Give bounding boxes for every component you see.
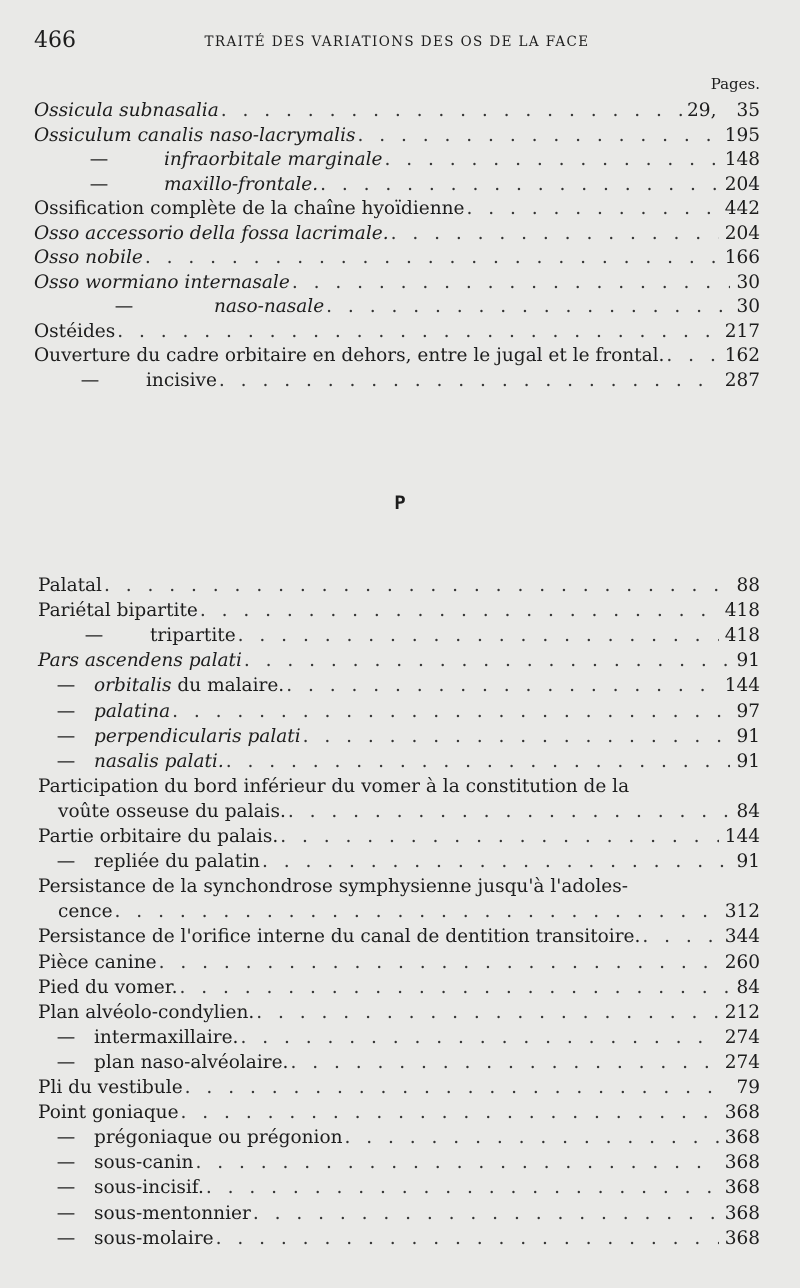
running-title: TRAITÉ DES VARIATIONS DES OS DE LA FACE bbox=[204, 34, 590, 50]
entry-label bbox=[38, 699, 170, 724]
entry-label bbox=[34, 368, 217, 393]
index-entry bbox=[38, 724, 760, 749]
entry-text: naso-nasale bbox=[214, 296, 325, 317]
index-entry bbox=[38, 1075, 760, 1100]
entry-text: Osso wormiano internasale bbox=[34, 271, 290, 293]
entry-text: Persistance de l'orifice interne du canal de dentition transitoire. bbox=[38, 926, 641, 948]
entry-text: sous-molaire bbox=[94, 1227, 214, 1249]
entry-label bbox=[34, 123, 355, 148]
leader-dots bbox=[290, 270, 731, 295]
index-entry bbox=[38, 1175, 760, 1200]
index-entry bbox=[38, 598, 760, 623]
entry-label bbox=[38, 824, 278, 849]
entry-page-number: 84 bbox=[736, 800, 760, 822]
leader-dots bbox=[217, 368, 719, 393]
entry-label bbox=[58, 899, 113, 924]
entry-text: Ossiculum canalis naso-lacrymalis bbox=[34, 124, 356, 146]
entry-label bbox=[38, 950, 157, 975]
index-entry bbox=[34, 147, 760, 172]
entry-text: Ouverture du cadre orbitaire en dehors, entre le jugal et le frontal. bbox=[34, 345, 665, 366]
entry-page-number: 35 bbox=[736, 100, 760, 121]
entry-label bbox=[38, 1175, 204, 1200]
entry-text: Osso nobile bbox=[34, 247, 143, 268]
entry-page-number: 30 bbox=[736, 296, 760, 317]
entry-label bbox=[38, 673, 284, 698]
index-entry bbox=[38, 1125, 760, 1150]
entry-page-number: 368 bbox=[724, 1227, 760, 1249]
entry-page-number: 418 bbox=[724, 600, 760, 622]
index-entry bbox=[38, 924, 760, 949]
entry-page-number: 217 bbox=[724, 320, 760, 342]
entry-label bbox=[34, 343, 664, 368]
entry-text: tripartite bbox=[150, 625, 236, 647]
index-entry bbox=[34, 172, 760, 197]
leader-dots bbox=[464, 196, 718, 221]
entry-label bbox=[58, 799, 286, 824]
index-entry bbox=[34, 98, 760, 123]
leader-dots bbox=[242, 648, 731, 673]
entry-page-number: 162 bbox=[724, 345, 760, 366]
entry-text: du malaire. bbox=[171, 675, 285, 697]
entry-label bbox=[38, 623, 236, 648]
entry-text: palatina bbox=[94, 700, 171, 722]
entry-text: Osso accessorio della fossa lacrimale. bbox=[34, 222, 389, 244]
ditto-dash: — bbox=[56, 1202, 76, 1224]
index-entry bbox=[38, 1050, 760, 1075]
index-entry bbox=[58, 799, 760, 824]
entry-page-number: 91 bbox=[736, 725, 760, 747]
entry-label bbox=[38, 1201, 251, 1226]
entry-label bbox=[38, 598, 198, 623]
leader-dots bbox=[219, 98, 687, 123]
index-entry bbox=[34, 368, 760, 393]
entry-page-number: 30 bbox=[736, 271, 760, 293]
entry-text: prégoniaque ou prégonion bbox=[94, 1127, 343, 1149]
entry-label bbox=[38, 849, 260, 874]
entry-page-number: 312 bbox=[724, 901, 760, 923]
leader-dots bbox=[664, 343, 718, 368]
index-entry bbox=[58, 899, 760, 924]
leader-dots bbox=[284, 673, 719, 698]
entry-text: perpendicularis palati bbox=[94, 725, 301, 747]
entry-label bbox=[38, 1125, 343, 1150]
entry-page-number: 144 bbox=[724, 675, 760, 697]
entry-label bbox=[38, 1025, 238, 1050]
ditto-dash: — bbox=[56, 675, 76, 697]
ditto-dash: — bbox=[56, 750, 76, 772]
entry-page-number: 442 bbox=[724, 198, 760, 219]
leader-dots bbox=[224, 749, 731, 774]
entry-label bbox=[38, 724, 301, 749]
ditto-dash: — bbox=[89, 149, 109, 170]
entry-page-number: 287 bbox=[724, 369, 760, 391]
entry-page-number: 79 bbox=[736, 1077, 760, 1098]
entry-extra-page: 29, bbox=[687, 100, 717, 121]
index-entry bbox=[34, 123, 760, 148]
index-entry bbox=[38, 1226, 760, 1251]
entry-page-number: 166 bbox=[724, 247, 760, 268]
ditto-dash: — bbox=[84, 625, 104, 647]
index-entry bbox=[38, 1100, 760, 1125]
index-entry bbox=[34, 294, 760, 319]
entry-text: cence bbox=[58, 901, 113, 923]
leader-dots bbox=[389, 221, 719, 246]
leader-dots bbox=[288, 1050, 718, 1075]
entry-page-number: 91 bbox=[736, 650, 760, 672]
entry-page-number: 274 bbox=[724, 1026, 760, 1048]
index-entry bbox=[38, 874, 760, 899]
entry-label bbox=[34, 98, 219, 123]
entry-page-number: 274 bbox=[724, 1051, 760, 1073]
index-entry bbox=[34, 196, 760, 221]
index-entry bbox=[38, 849, 760, 874]
entry-text: Plan alvéolo-condylien. bbox=[38, 1001, 255, 1023]
entry-text: Partie orbitaire du palais. bbox=[38, 826, 279, 847]
entry-label bbox=[38, 874, 628, 899]
entry-text: Pli du vestibule bbox=[38, 1077, 183, 1098]
ditto-dash: — bbox=[56, 1026, 76, 1048]
entry-text: repliée du palatin bbox=[94, 851, 260, 873]
index-entry bbox=[38, 1000, 760, 1025]
entry-text: sous-mentonnier bbox=[94, 1202, 251, 1224]
entry-page-number: 97 bbox=[736, 700, 760, 722]
ditto-dash: — bbox=[56, 1177, 76, 1199]
index-entry bbox=[34, 270, 760, 295]
entry-page-number: 91 bbox=[736, 750, 760, 772]
ditto-dash: — bbox=[56, 700, 76, 722]
ditto-dash: — bbox=[56, 1051, 76, 1073]
index-entry bbox=[38, 699, 760, 724]
index-entry bbox=[38, 975, 760, 1000]
ditto-dash: — bbox=[56, 851, 76, 873]
leader-dots bbox=[214, 1226, 719, 1251]
entry-page-number: 204 bbox=[724, 173, 760, 195]
ditto-dash: — bbox=[114, 296, 134, 317]
entry-page-number: 204 bbox=[724, 222, 760, 244]
leader-dots bbox=[198, 598, 719, 623]
leader-dots bbox=[193, 1150, 718, 1175]
entry-text: sous-canin bbox=[94, 1152, 194, 1174]
entry-label bbox=[38, 573, 102, 598]
ditto-dash: — bbox=[56, 1227, 76, 1249]
leader-dots bbox=[640, 924, 718, 949]
leader-dots bbox=[170, 699, 730, 724]
leader-dots bbox=[238, 1025, 718, 1050]
index-entry bbox=[38, 673, 760, 698]
leader-dots bbox=[102, 573, 730, 598]
entry-page-number: 212 bbox=[724, 1001, 760, 1023]
leader-dots bbox=[236, 623, 719, 648]
entry-text: Ossification complète de la chaîne hyoïdienne bbox=[34, 198, 465, 219]
leader-dots bbox=[157, 950, 719, 975]
index-entry bbox=[34, 319, 760, 344]
entry-label bbox=[38, 1050, 288, 1075]
ditto-dash: — bbox=[56, 1127, 76, 1149]
entry-text: nasalis palati. bbox=[94, 750, 224, 772]
entry-text: Pariétal bipartite bbox=[38, 600, 198, 622]
entry-label bbox=[38, 1226, 214, 1251]
entry-italic-text: orbitalis bbox=[94, 675, 172, 697]
leader-dots bbox=[278, 824, 718, 849]
entry-page-number: 368 bbox=[724, 1102, 760, 1124]
entry-page-number: 91 bbox=[736, 851, 760, 873]
entry-page-number: 368 bbox=[724, 1152, 760, 1174]
leader-dots bbox=[301, 724, 731, 749]
entry-page-number: 344 bbox=[724, 926, 760, 948]
entry-label bbox=[38, 1100, 179, 1125]
entry-label bbox=[34, 245, 143, 270]
leader-dots bbox=[183, 1075, 731, 1100]
entry-text: incisive bbox=[146, 369, 217, 391]
entry-text: plan naso-alvéolaire. bbox=[94, 1051, 289, 1073]
entry-page-number: 195 bbox=[724, 124, 760, 146]
entry-text: Persistance de la synchondrose symphysienne jusqu'à l'adoles- bbox=[38, 876, 628, 898]
index-entry bbox=[38, 774, 760, 799]
entry-page-number: 368 bbox=[724, 1127, 760, 1149]
page-number: 466 bbox=[34, 28, 76, 53]
entry-page-number: 260 bbox=[724, 951, 760, 973]
entry-text: sous-incisif. bbox=[94, 1177, 204, 1199]
page-header bbox=[34, 28, 760, 58]
entry-text: Pars ascendens palati bbox=[38, 650, 242, 672]
entry-text: infraorbitale marginale bbox=[164, 149, 383, 170]
leader-dots bbox=[204, 1175, 719, 1200]
index-entry bbox=[38, 824, 760, 849]
leader-dots bbox=[355, 123, 718, 148]
entry-text: Ossicula subnasalia bbox=[34, 100, 219, 121]
entry-label bbox=[38, 1075, 183, 1100]
entry-page-number: 88 bbox=[736, 575, 760, 596]
entry-label bbox=[38, 1150, 193, 1175]
ditto-dash: — bbox=[89, 173, 109, 195]
entry-page-number: 368 bbox=[724, 1202, 760, 1224]
index-entry bbox=[38, 950, 760, 975]
index-entry bbox=[38, 1201, 760, 1226]
ditto-dash: — bbox=[56, 1152, 76, 1174]
entry-label bbox=[34, 270, 290, 295]
entry-text: Pied du vomer. bbox=[38, 976, 178, 998]
index-entry bbox=[38, 623, 760, 648]
ditto-dash: — bbox=[56, 725, 76, 747]
index-entry bbox=[38, 1025, 760, 1050]
leader-dots bbox=[318, 172, 719, 197]
leader-dots bbox=[179, 1100, 719, 1125]
leader-dots bbox=[260, 849, 730, 874]
entry-text: Pièce canine bbox=[38, 951, 157, 973]
entry-label bbox=[38, 1000, 254, 1025]
index-entry bbox=[34, 221, 760, 246]
index-entry bbox=[34, 245, 760, 270]
entry-label bbox=[38, 924, 640, 949]
index-entry bbox=[38, 573, 760, 598]
entry-text: Point goniaque bbox=[38, 1102, 179, 1124]
leader-dots bbox=[177, 975, 730, 1000]
leader-dots bbox=[343, 1125, 719, 1150]
leader-dots bbox=[251, 1201, 719, 1226]
entry-page-number: 144 bbox=[724, 826, 760, 847]
index-entry bbox=[38, 749, 760, 774]
entry-label bbox=[34, 147, 383, 172]
entry-text: voûte osseuse du palais. bbox=[58, 800, 286, 822]
entry-page-number: 148 bbox=[724, 149, 760, 170]
leader-dots bbox=[383, 147, 719, 172]
entry-text: intermaxillaire. bbox=[94, 1026, 239, 1048]
entry-page-number: 418 bbox=[724, 625, 760, 647]
leader-dots bbox=[113, 899, 719, 924]
entry-label bbox=[34, 196, 464, 221]
index-entry bbox=[34, 343, 760, 368]
entry-text: Participation du bord inférieur du vomer à la constitution de la bbox=[38, 775, 630, 797]
entry-page-number: 368 bbox=[724, 1177, 760, 1199]
entry-page-number: 84 bbox=[736, 976, 760, 998]
entry-label bbox=[38, 749, 224, 774]
pages-column-label: Pages. bbox=[710, 75, 760, 93]
leader-dots bbox=[286, 799, 731, 824]
entry-text: maxillo-frontale. bbox=[164, 173, 319, 195]
leader-dots bbox=[143, 245, 719, 270]
entry-label bbox=[38, 648, 242, 673]
section-letter: P bbox=[394, 492, 406, 514]
index-entry bbox=[38, 648, 760, 673]
entry-label bbox=[34, 319, 115, 344]
entry-label bbox=[34, 294, 324, 319]
leader-dots bbox=[324, 294, 730, 319]
index-entry bbox=[38, 1150, 760, 1175]
leader-dots bbox=[115, 319, 718, 344]
entry-text: Ostéides bbox=[34, 320, 116, 342]
ditto-dash: — bbox=[80, 369, 100, 391]
entry-label bbox=[34, 172, 318, 197]
entry-label bbox=[34, 221, 389, 246]
entry-label bbox=[38, 774, 629, 799]
entry-text: Palatal bbox=[38, 575, 102, 596]
leader-dots bbox=[254, 1000, 718, 1025]
entry-label bbox=[38, 975, 177, 1000]
